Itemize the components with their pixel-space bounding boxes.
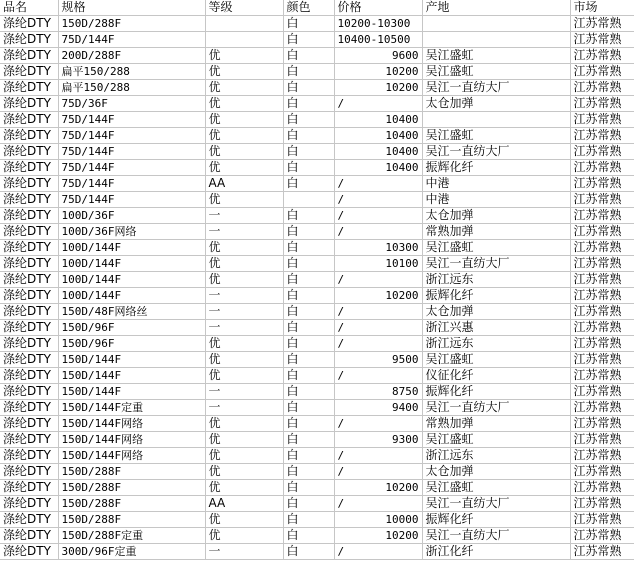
- cell-grade[interactable]: 一: [205, 384, 283, 400]
- cell-market[interactable]: 江苏常熟: [570, 496, 634, 512]
- cell-grade[interactable]: [205, 32, 283, 48]
- cell-market[interactable]: 江苏常熟: [570, 288, 634, 304]
- cell-grade[interactable]: 一: [205, 544, 283, 560]
- cell-market[interactable]: 江苏常熟: [570, 64, 634, 80]
- cell-market[interactable]: 江苏常熟: [570, 160, 634, 176]
- cell-color[interactable]: 白: [283, 528, 334, 544]
- cell-origin[interactable]: 吴江一直纺大厂: [422, 256, 570, 272]
- cell-color[interactable]: 白: [283, 112, 334, 128]
- cell-market[interactable]: 江苏常熟: [570, 464, 634, 480]
- cell-origin[interactable]: 太仓加弹: [422, 304, 570, 320]
- cell-product-name[interactable]: 涤纶DTY: [0, 160, 58, 176]
- table-row: [0, 128, 634, 144]
- cell-price[interactable]: /: [334, 304, 422, 320]
- table-row: [0, 16, 634, 32]
- cell-grade[interactable]: AA: [205, 496, 283, 512]
- cell-price[interactable]: /: [334, 272, 422, 288]
- cell-color[interactable]: 白: [283, 320, 334, 336]
- cell-grade[interactable]: 优: [205, 64, 283, 80]
- cell-origin[interactable]: 吴江盛虹: [422, 128, 570, 144]
- header-cell-product-name[interactable]: 品名: [0, 0, 58, 16]
- cell-spec[interactable]: 75D/144F: [58, 192, 205, 208]
- cell-grade[interactable]: 优: [205, 256, 283, 272]
- cell-color[interactable]: 白: [283, 144, 334, 160]
- cell-product-name[interactable]: 涤纶DTY: [0, 288, 58, 304]
- table-row: [0, 368, 634, 384]
- cell-spec[interactable]: 150D/48F网络丝: [58, 304, 205, 320]
- cell-grade[interactable]: 优: [205, 480, 283, 496]
- cell-product-name[interactable]: 涤纶DTY: [0, 352, 58, 368]
- table-row: [0, 400, 634, 416]
- cell-spec[interactable]: 150D/144F定重: [58, 400, 205, 416]
- cell-color[interactable]: 白: [283, 272, 334, 288]
- cell-grade[interactable]: 优: [205, 192, 283, 208]
- cell-origin[interactable]: 吴江一直纺大厂: [422, 80, 570, 96]
- cell-color[interactable]: 白: [283, 400, 334, 416]
- cell-market[interactable]: 江苏常熟: [570, 304, 634, 320]
- cell-grade[interactable]: 优: [205, 240, 283, 256]
- table-row: [0, 528, 634, 544]
- cell-color[interactable]: 白: [283, 416, 334, 432]
- cell-market[interactable]: 江苏常熟: [570, 384, 634, 400]
- cell-grade[interactable]: 一: [205, 400, 283, 416]
- cell-product-name[interactable]: 涤纶DTY: [0, 320, 58, 336]
- cell-market[interactable]: 江苏常熟: [570, 448, 634, 464]
- cell-price[interactable]: 9400: [334, 400, 422, 416]
- cell-price[interactable]: 10100: [334, 256, 422, 272]
- cell-grade[interactable]: 优: [205, 160, 283, 176]
- cell-spec[interactable]: 100D/144F: [58, 240, 205, 256]
- cell-color[interactable]: 白: [283, 128, 334, 144]
- cell-price[interactable]: 10000: [334, 512, 422, 528]
- cell-color[interactable]: 白: [283, 80, 334, 96]
- cell-product-name[interactable]: 涤纶DTY: [0, 32, 58, 48]
- cell-spec[interactable]: 150D/144F网络: [58, 416, 205, 432]
- cell-price[interactable]: 8750: [334, 384, 422, 400]
- cell-spec[interactable]: 75D/144F: [58, 32, 205, 48]
- table-row: [0, 288, 634, 304]
- table-row: [0, 48, 634, 64]
- cell-product-name[interactable]: 涤纶DTY: [0, 240, 58, 256]
- cell-origin[interactable]: 吴江盛虹: [422, 480, 570, 496]
- cell-spec[interactable]: 150D/288F定重: [58, 528, 205, 544]
- cell-price[interactable]: 10200: [334, 480, 422, 496]
- cell-grade[interactable]: 优: [205, 48, 283, 64]
- cell-product-name[interactable]: 涤纶DTY: [0, 480, 58, 496]
- cell-product-name[interactable]: 涤纶DTY: [0, 64, 58, 80]
- cell-color[interactable]: 白: [283, 176, 334, 192]
- cell-origin[interactable]: 浙江兴惠: [422, 320, 570, 336]
- cell-origin[interactable]: 吴江盛虹: [422, 48, 570, 64]
- cell-color[interactable]: 白: [283, 448, 334, 464]
- cell-price[interactable]: /: [334, 192, 422, 208]
- cell-price[interactable]: 10400-10500: [334, 32, 422, 48]
- cell-product-name[interactable]: 涤纶DTY: [0, 368, 58, 384]
- table-row: [0, 304, 634, 320]
- cell-price[interactable]: /: [334, 464, 422, 480]
- cell-color[interactable]: 白: [283, 16, 334, 32]
- cell-price[interactable]: 10200: [334, 80, 422, 96]
- cell-spec[interactable]: 75D/144F: [58, 112, 205, 128]
- cell-market[interactable]: 江苏常熟: [570, 224, 634, 240]
- cell-product-name[interactable]: 涤纶DTY: [0, 256, 58, 272]
- cell-origin[interactable]: 浙江化纤: [422, 544, 570, 560]
- cell-grade[interactable]: 优: [205, 368, 283, 384]
- cell-spec[interactable]: 150D/96F: [58, 336, 205, 352]
- cell-price[interactable]: /: [334, 224, 422, 240]
- cell-origin[interactable]: 振辉化纤: [422, 384, 570, 400]
- cell-price[interactable]: /: [334, 416, 422, 432]
- cell-grade[interactable]: 优: [205, 512, 283, 528]
- cell-market[interactable]: 江苏常熟: [570, 208, 634, 224]
- cell-product-name[interactable]: 涤纶DTY: [0, 80, 58, 96]
- table-row: [0, 432, 634, 448]
- table-row: [0, 272, 634, 288]
- cell-spec[interactable]: 150D/288F: [58, 480, 205, 496]
- cell-color[interactable]: 白: [283, 544, 334, 560]
- cell-origin[interactable]: 仪征化纤: [422, 368, 570, 384]
- cell-grade[interactable]: 优: [205, 416, 283, 432]
- cell-product-name[interactable]: 涤纶DTY: [0, 16, 58, 32]
- cell-color[interactable]: [283, 192, 334, 208]
- cell-origin[interactable]: 振辉化纤: [422, 288, 570, 304]
- cell-color[interactable]: 白: [283, 384, 334, 400]
- cell-color[interactable]: 白: [283, 208, 334, 224]
- cell-origin[interactable]: 吴江盛虹: [422, 352, 570, 368]
- cell-price[interactable]: /: [334, 208, 422, 224]
- cell-origin[interactable]: 吴江一直纺大厂: [422, 400, 570, 416]
- cell-price[interactable]: 10200: [334, 288, 422, 304]
- cell-market[interactable]: 江苏常熟: [570, 80, 634, 96]
- cell-origin[interactable]: 中港: [422, 192, 570, 208]
- header-cell-price[interactable]: 价格: [334, 0, 422, 16]
- cell-spec[interactable]: 150D/144F: [58, 384, 205, 400]
- cell-spec[interactable]: 扁平150/288: [58, 64, 205, 80]
- cell-color[interactable]: 白: [283, 432, 334, 448]
- table-row: [0, 480, 634, 496]
- cell-market[interactable]: 江苏常熟: [570, 480, 634, 496]
- cell-product-name[interactable]: 涤纶DTY: [0, 512, 58, 528]
- table-row: [0, 224, 634, 240]
- cell-origin[interactable]: 浙江远东: [422, 336, 570, 352]
- table-row: [0, 208, 634, 224]
- table-row: [0, 464, 634, 480]
- cell-spec[interactable]: 150D/144F网络: [58, 432, 205, 448]
- cell-grade[interactable]: 优: [205, 336, 283, 352]
- cell-grade[interactable]: 一: [205, 320, 283, 336]
- cell-product-name[interactable]: 涤纶DTY: [0, 544, 58, 560]
- cell-spec[interactable]: 150D/288F: [58, 464, 205, 480]
- cell-price[interactable]: 10400: [334, 112, 422, 128]
- table-row: [0, 32, 634, 48]
- cell-price[interactable]: 10200: [334, 528, 422, 544]
- cell-spec[interactable]: 200D/288F: [58, 48, 205, 64]
- cell-grade[interactable]: 优: [205, 128, 283, 144]
- cell-origin[interactable]: 吴江盛虹: [422, 64, 570, 80]
- cell-origin[interactable]: 常熟加弹: [422, 416, 570, 432]
- cell-market[interactable]: 江苏常熟: [570, 336, 634, 352]
- cell-product-name[interactable]: 涤纶DTY: [0, 416, 58, 432]
- cell-origin[interactable]: 振辉化纤: [422, 160, 570, 176]
- cell-spec[interactable]: 150D/144F: [58, 368, 205, 384]
- cell-price[interactable]: 9600: [334, 48, 422, 64]
- cell-product-name[interactable]: 涤纶DTY: [0, 384, 58, 400]
- cell-spec[interactable]: 75D/144F: [58, 160, 205, 176]
- cell-origin[interactable]: 吴江盛虹: [422, 240, 570, 256]
- cell-origin[interactable]: 中港: [422, 176, 570, 192]
- cell-origin[interactable]: 太仓加弹: [422, 464, 570, 480]
- cell-product-name[interactable]: 涤纶DTY: [0, 224, 58, 240]
- cell-grade[interactable]: AA: [205, 176, 283, 192]
- cell-spec[interactable]: 75D/144F: [58, 176, 205, 192]
- cell-spec[interactable]: 扁平150/288: [58, 80, 205, 96]
- table-row: [0, 160, 634, 176]
- cell-product-name[interactable]: 涤纶DTY: [0, 528, 58, 544]
- cell-color[interactable]: 白: [283, 464, 334, 480]
- cell-color[interactable]: 白: [283, 512, 334, 528]
- table-row: [0, 352, 634, 368]
- cell-product-name[interactable]: 涤纶DTY: [0, 464, 58, 480]
- cell-color[interactable]: 白: [283, 48, 334, 64]
- cell-price[interactable]: 10200-10300: [334, 16, 422, 32]
- cell-market[interactable]: 江苏常熟: [570, 272, 634, 288]
- cell-color[interactable]: 白: [283, 352, 334, 368]
- table-row: [0, 336, 634, 352]
- cell-market[interactable]: 江苏常熟: [570, 256, 634, 272]
- cell-product-name[interactable]: 涤纶DTY: [0, 96, 58, 112]
- cell-market[interactable]: 江苏常熟: [570, 528, 634, 544]
- cell-market[interactable]: 江苏常熟: [570, 16, 634, 32]
- table-row: [0, 416, 634, 432]
- cell-spec[interactable]: 150D/144F网络: [58, 448, 205, 464]
- cell-price[interactable]: /: [334, 496, 422, 512]
- cell-price[interactable]: 10300: [334, 240, 422, 256]
- cell-grade[interactable]: 一: [205, 304, 283, 320]
- cell-price[interactable]: /: [334, 96, 422, 112]
- cell-grade[interactable]: 一: [205, 208, 283, 224]
- cell-color[interactable]: 白: [283, 496, 334, 512]
- cell-product-name[interactable]: 涤纶DTY: [0, 496, 58, 512]
- table-row: [0, 448, 634, 464]
- cell-color[interactable]: 白: [283, 64, 334, 80]
- header-cell-origin[interactable]: 产地: [422, 0, 570, 16]
- cell-market[interactable]: 江苏常熟: [570, 432, 634, 448]
- cell-product-name[interactable]: 涤纶DTY: [0, 432, 58, 448]
- cell-origin[interactable]: [422, 16, 570, 32]
- cell-product-name[interactable]: 涤纶DTY: [0, 128, 58, 144]
- table-row: [0, 144, 634, 160]
- cell-origin[interactable]: 浙江远东: [422, 448, 570, 464]
- cell-color[interactable]: 白: [283, 160, 334, 176]
- cell-spec[interactable]: 150D/288F: [58, 496, 205, 512]
- cell-market[interactable]: 江苏常熟: [570, 192, 634, 208]
- table-row: [0, 544, 634, 560]
- table-row: [0, 80, 634, 96]
- cell-color[interactable]: 白: [283, 288, 334, 304]
- cell-grade[interactable]: 优: [205, 272, 283, 288]
- cell-product-name[interactable]: 涤纶DTY: [0, 112, 58, 128]
- table-row: [0, 384, 634, 400]
- cell-color[interactable]: 白: [283, 240, 334, 256]
- cell-price[interactable]: 10400: [334, 144, 422, 160]
- cell-spec[interactable]: 100D/144F: [58, 288, 205, 304]
- cell-origin[interactable]: 太仓加弹: [422, 96, 570, 112]
- cell-spec[interactable]: 150D/288F: [58, 512, 205, 528]
- cell-origin[interactable]: [422, 32, 570, 48]
- header-cell-market[interactable]: 市场: [570, 0, 634, 16]
- cell-origin[interactable]: 吴江一直纺大厂: [422, 496, 570, 512]
- cell-origin[interactable]: 浙江远东: [422, 272, 570, 288]
- cell-grade[interactable]: 优: [205, 352, 283, 368]
- cell-grade[interactable]: 优: [205, 80, 283, 96]
- cell-price[interactable]: 9300: [334, 432, 422, 448]
- cell-market[interactable]: 江苏常熟: [570, 144, 634, 160]
- cell-price[interactable]: 9500: [334, 352, 422, 368]
- cell-price[interactable]: /: [334, 368, 422, 384]
- cell-market[interactable]: 江苏常熟: [570, 176, 634, 192]
- cell-origin[interactable]: 吴江盛虹: [422, 432, 570, 448]
- cell-color[interactable]: 白: [283, 336, 334, 352]
- cell-grade[interactable]: 优: [205, 112, 283, 128]
- table-row: [0, 176, 634, 192]
- cell-color[interactable]: 白: [283, 256, 334, 272]
- cell-product-name[interactable]: 涤纶DTY: [0, 192, 58, 208]
- header-row: [0, 0, 634, 16]
- cell-spec[interactable]: 100D/144F: [58, 272, 205, 288]
- table-row: [0, 96, 634, 112]
- cell-product-name[interactable]: 涤纶DTY: [0, 48, 58, 64]
- cell-price[interactable]: /: [334, 176, 422, 192]
- table-row: [0, 496, 634, 512]
- cell-origin[interactable]: 太仓加弹: [422, 208, 570, 224]
- cell-spec[interactable]: 100D/144F: [58, 256, 205, 272]
- cell-color[interactable]: 白: [283, 96, 334, 112]
- header-cell-grade[interactable]: 等级: [205, 0, 283, 16]
- cell-spec[interactable]: 150D/144F: [58, 352, 205, 368]
- cell-origin[interactable]: 吴江一直纺大厂: [422, 144, 570, 160]
- cell-market[interactable]: 江苏常熟: [570, 368, 634, 384]
- cell-origin[interactable]: 振辉化纤: [422, 512, 570, 528]
- cell-product-name[interactable]: 涤纶DTY: [0, 400, 58, 416]
- cell-market[interactable]: 江苏常熟: [570, 544, 634, 560]
- cell-market[interactable]: 江苏常熟: [570, 320, 634, 336]
- table-row: [0, 512, 634, 528]
- cell-grade[interactable]: 优: [205, 448, 283, 464]
- cell-product-name[interactable]: 涤纶DTY: [0, 176, 58, 192]
- cell-product-name[interactable]: 涤纶DTY: [0, 304, 58, 320]
- header-cell-color[interactable]: 颜色: [283, 0, 334, 16]
- cell-color[interactable]: 白: [283, 480, 334, 496]
- table-row: [0, 240, 634, 256]
- cell-product-name[interactable]: 涤纶DTY: [0, 448, 58, 464]
- cell-market[interactable]: 江苏常熟: [570, 416, 634, 432]
- table-row: [0, 320, 634, 336]
- cell-market[interactable]: 江苏常熟: [570, 32, 634, 48]
- cell-price[interactable]: /: [334, 320, 422, 336]
- cell-product-name[interactable]: 涤纶DTY: [0, 208, 58, 224]
- cell-origin[interactable]: 吴江一直纺大厂: [422, 528, 570, 544]
- cell-price[interactable]: 10400: [334, 160, 422, 176]
- cell-origin[interactable]: [422, 112, 570, 128]
- cell-spec[interactable]: 75D/144F: [58, 144, 205, 160]
- cell-market[interactable]: 江苏常熟: [570, 48, 634, 64]
- cell-product-name[interactable]: 涤纶DTY: [0, 272, 58, 288]
- cell-spec[interactable]: 150D/96F: [58, 320, 205, 336]
- cell-grade[interactable]: 一: [205, 224, 283, 240]
- cell-price[interactable]: 10200: [334, 64, 422, 80]
- cell-color[interactable]: 白: [283, 368, 334, 384]
- cell-market[interactable]: 江苏常熟: [570, 512, 634, 528]
- cell-market[interactable]: 江苏常熟: [570, 112, 634, 128]
- cell-spec[interactable]: 300D/96F定重: [58, 544, 205, 560]
- cell-grade[interactable]: 优: [205, 464, 283, 480]
- cell-market[interactable]: 江苏常熟: [570, 352, 634, 368]
- cell-grade[interactable]: 一: [205, 288, 283, 304]
- cell-market[interactable]: 江苏常熟: [570, 400, 634, 416]
- header-cell-spec[interactable]: 规格: [58, 0, 205, 16]
- cell-grade[interactable]: [205, 16, 283, 32]
- cell-product-name[interactable]: 涤纶DTY: [0, 144, 58, 160]
- table-row: [0, 112, 634, 128]
- cell-spec[interactable]: 75D/36F: [58, 96, 205, 112]
- cell-price[interactable]: 10400: [334, 128, 422, 144]
- cell-color[interactable]: 白: [283, 224, 334, 240]
- cell-color[interactable]: 白: [283, 32, 334, 48]
- cell-grade[interactable]: 优: [205, 144, 283, 160]
- cell-market[interactable]: 江苏常熟: [570, 128, 634, 144]
- cell-market[interactable]: 江苏常熟: [570, 240, 634, 256]
- cell-price[interactable]: /: [334, 336, 422, 352]
- cell-color[interactable]: 白: [283, 304, 334, 320]
- cell-spec[interactable]: 75D/144F: [58, 128, 205, 144]
- cell-spec[interactable]: 100D/36F网络: [58, 224, 205, 240]
- cell-grade[interactable]: 优: [205, 96, 283, 112]
- cell-spec[interactable]: 100D/36F: [58, 208, 205, 224]
- cell-grade[interactable]: 优: [205, 432, 283, 448]
- cell-spec[interactable]: 150D/288F: [58, 16, 205, 32]
- table-row: [0, 192, 634, 208]
- table-row: [0, 64, 634, 80]
- table-row: [0, 256, 634, 272]
- cell-price[interactable]: /: [334, 544, 422, 560]
- cell-grade[interactable]: 优: [205, 528, 283, 544]
- cell-price[interactable]: /: [334, 448, 422, 464]
- cell-origin[interactable]: 常熟加弹: [422, 224, 570, 240]
- cell-product-name[interactable]: 涤纶DTY: [0, 336, 58, 352]
- cell-market[interactable]: 江苏常熟: [570, 96, 634, 112]
